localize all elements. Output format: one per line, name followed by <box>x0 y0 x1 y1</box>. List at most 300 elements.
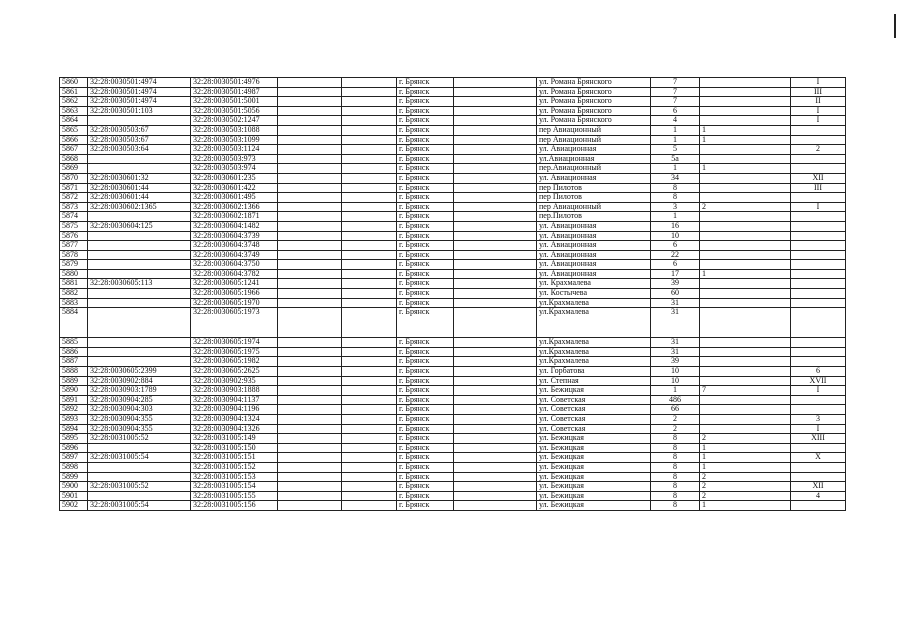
city-cell: г. Брянск <box>397 386 454 396</box>
empty-cell <box>454 87 537 97</box>
house-number-cell: 34 <box>651 173 700 183</box>
room-cell: XIII <box>791 434 846 444</box>
apartment-cell: 1 <box>700 453 791 463</box>
street-cell: ул. Романа Брянского <box>537 87 651 97</box>
table-row <box>60 231 846 241</box>
city-cell: г. Брянск <box>397 173 454 183</box>
table-row <box>60 173 846 183</box>
empty-cell <box>278 250 342 260</box>
city-cell: г. Брянск <box>397 78 454 88</box>
city-cell: г. Брянск <box>397 462 454 472</box>
table-row <box>60 424 846 434</box>
parent-cadastral-cell: 32:28:0030601:44 <box>88 193 191 203</box>
parent-cadastral-cell <box>88 231 191 241</box>
cadastral-number-cell: 32:28:0030601:422 <box>191 183 278 193</box>
empty-cell <box>454 347 537 357</box>
empty-cell <box>278 125 342 135</box>
room-cell: I <box>791 424 846 434</box>
city-cell: г. Брянск <box>397 289 454 299</box>
parent-cadastral-cell: 32:28:0031005:52 <box>88 434 191 444</box>
parent-cadastral-cell <box>88 154 191 164</box>
row-number-cell: 5882 <box>60 289 88 299</box>
empty-cell <box>278 395 342 405</box>
table-row <box>60 221 846 231</box>
table-row <box>60 415 846 425</box>
street-cell: пер Авиационный <box>537 202 651 212</box>
apartment-cell <box>700 106 791 116</box>
city-cell: г. Брянск <box>397 97 454 107</box>
empty-cell <box>342 87 397 97</box>
empty-cell <box>454 241 537 251</box>
cadastral-number-cell: 32:28:0030605:1975 <box>191 347 278 357</box>
house-number-cell: 5 <box>651 145 700 155</box>
cadastral-number-cell: 32:28:0030902:935 <box>191 376 278 386</box>
empty-cell <box>342 269 397 279</box>
house-number-cell: 60 <box>651 289 700 299</box>
table-row <box>60 87 846 97</box>
street-cell: ул. Авиационная <box>537 269 651 279</box>
row-number-cell: 5876 <box>60 231 88 241</box>
apartment-cell: 1 <box>700 164 791 174</box>
table-row <box>60 250 846 260</box>
street-cell: ул. Бежицкая <box>537 453 651 463</box>
cadastral-number-cell: 32:28:0031005:152 <box>191 462 278 472</box>
street-cell: ул. Горбатова <box>537 367 651 377</box>
table-row <box>60 164 846 174</box>
parent-cadastral-cell: 32:28:0030601:44 <box>88 183 191 193</box>
street-cell: ул. Советская <box>537 415 651 425</box>
apartment-cell <box>700 347 791 357</box>
empty-cell <box>454 395 537 405</box>
room-cell <box>791 462 846 472</box>
room-cell: III <box>791 183 846 193</box>
empty-cell <box>278 269 342 279</box>
street-cell: ул. Авиационная <box>537 173 651 183</box>
empty-cell <box>342 78 397 88</box>
house-number-cell: 2 <box>651 415 700 425</box>
empty-cell <box>278 231 342 241</box>
empty-cell <box>454 462 537 472</box>
empty-cell <box>342 308 397 338</box>
empty-cell <box>342 241 397 251</box>
street-cell: ул. Авиационная <box>537 221 651 231</box>
street-cell: пер Пилотов <box>537 183 651 193</box>
row-number-cell: 5895 <box>60 434 88 444</box>
city-cell: г. Брянск <box>397 231 454 241</box>
house-number-cell: 8 <box>651 453 700 463</box>
cadastral-number-cell: 32:28:0030903:1888 <box>191 386 278 396</box>
empty-cell <box>278 298 342 308</box>
house-number-cell: 8 <box>651 491 700 501</box>
parent-cadastral-cell <box>88 164 191 174</box>
parent-cadastral-cell: 32:28:0030904:285 <box>88 395 191 405</box>
street-cell: ул. Авиационная <box>537 241 651 251</box>
apartment-cell <box>700 415 791 425</box>
apartment-cell: 2 <box>700 482 791 492</box>
house-number-cell: 8 <box>651 434 700 444</box>
room-cell <box>791 298 846 308</box>
empty-cell <box>454 491 537 501</box>
empty-cell <box>454 212 537 222</box>
empty-cell <box>342 260 397 270</box>
parent-cadastral-cell <box>88 298 191 308</box>
room-cell <box>791 193 846 203</box>
table-row <box>60 145 846 155</box>
row-number-cell: 5880 <box>60 269 88 279</box>
city-cell: г. Брянск <box>397 405 454 415</box>
street-cell: пер.Пилотов <box>537 212 651 222</box>
empty-cell <box>454 145 537 155</box>
house-number-cell: 10 <box>651 231 700 241</box>
house-number-cell: 31 <box>651 308 700 338</box>
empty-cell <box>454 424 537 434</box>
street-cell: ул. Степная <box>537 376 651 386</box>
house-number-cell: 10 <box>651 376 700 386</box>
apartment-cell <box>700 212 791 222</box>
row-number-cell: 5899 <box>60 472 88 482</box>
house-number-cell: 22 <box>651 250 700 260</box>
apartment-cell: 2 <box>700 472 791 482</box>
cadastral-number-cell: 32:28:0030503:1124 <box>191 145 278 155</box>
parent-cadastral-cell <box>88 289 191 299</box>
room-cell <box>791 279 846 289</box>
cadastral-number-cell: 32:28:0030904:1196 <box>191 405 278 415</box>
city-cell: г. Брянск <box>397 135 454 145</box>
city-cell: г. Брянск <box>397 298 454 308</box>
room-cell <box>791 135 846 145</box>
row-number-cell: 5865 <box>60 125 88 135</box>
empty-cell <box>278 357 342 367</box>
cadastral-table <box>59 77 846 511</box>
empty-cell <box>342 443 397 453</box>
empty-cell <box>454 357 537 367</box>
room-cell: 4 <box>791 491 846 501</box>
empty-cell <box>278 202 342 212</box>
apartment-cell: 1 <box>700 135 791 145</box>
street-cell: ул. Бежицкая <box>537 462 651 472</box>
room-cell <box>791 154 846 164</box>
empty-cell <box>454 308 537 338</box>
empty-cell <box>454 193 537 203</box>
table-row <box>60 491 846 501</box>
apartment-cell <box>700 78 791 88</box>
table-row <box>60 212 846 222</box>
table-row <box>60 501 846 511</box>
empty-cell <box>342 164 397 174</box>
row-number-cell: 5870 <box>60 173 88 183</box>
house-number-cell: 7 <box>651 87 700 97</box>
empty-cell <box>454 250 537 260</box>
empty-cell <box>278 347 342 357</box>
empty-cell <box>342 472 397 482</box>
parent-cadastral-cell: 32:28:0030503:67 <box>88 135 191 145</box>
street-cell: ул. Советская <box>537 405 651 415</box>
city-cell: г. Брянск <box>397 501 454 511</box>
room-cell <box>791 357 846 367</box>
apartment-cell <box>700 145 791 155</box>
table-row <box>60 347 846 357</box>
table-row <box>60 154 846 164</box>
street-cell: пер Пилотов <box>537 193 651 203</box>
street-cell: ул. Авиационная <box>537 260 651 270</box>
empty-cell <box>454 106 537 116</box>
table-row <box>60 395 846 405</box>
parent-cadastral-cell <box>88 260 191 270</box>
apartment-cell <box>700 376 791 386</box>
city-cell: г. Брянск <box>397 241 454 251</box>
row-number-cell: 5863 <box>60 106 88 116</box>
room-cell: I <box>791 386 846 396</box>
house-number-cell: 39 <box>651 357 700 367</box>
parent-cadastral-cell: 32:28:0030601:32 <box>88 173 191 183</box>
house-number-cell: 8 <box>651 472 700 482</box>
cadastral-number-cell: 32:28:0031005:151 <box>191 453 278 463</box>
empty-cell <box>278 472 342 482</box>
table-row <box>60 462 846 472</box>
page-edge-mark <box>894 14 896 38</box>
house-number-cell: 31 <box>651 338 700 348</box>
empty-cell <box>278 462 342 472</box>
apartment-cell <box>700 279 791 289</box>
empty-cell <box>454 405 537 415</box>
table-row <box>60 78 846 88</box>
city-cell: г. Брянск <box>397 250 454 260</box>
cadastral-number-cell: 32:28:0030601:235 <box>191 173 278 183</box>
room-cell <box>791 212 846 222</box>
street-cell: ул. Бежицкая <box>537 472 651 482</box>
street-cell: пер.Авиационный <box>537 164 651 174</box>
empty-cell <box>342 279 397 289</box>
table-row <box>60 298 846 308</box>
empty-cell <box>278 279 342 289</box>
house-number-cell: 10 <box>651 367 700 377</box>
parent-cadastral-cell <box>88 116 191 126</box>
parent-cadastral-cell <box>88 357 191 367</box>
city-cell: г. Брянск <box>397 395 454 405</box>
cadastral-number-cell: 32:28:0031005:154 <box>191 482 278 492</box>
house-number-cell: 6 <box>651 106 700 116</box>
street-cell: ул.Крахмалева <box>537 347 651 357</box>
cadastral-number-cell: 32:28:0030904:1137 <box>191 395 278 405</box>
parent-cadastral-cell <box>88 212 191 222</box>
parent-cadastral-cell: 32:28:0030501:4974 <box>88 78 191 88</box>
empty-cell <box>342 183 397 193</box>
cadastral-number-cell: 32:28:0030501:5056 <box>191 106 278 116</box>
city-cell: г. Брянск <box>397 145 454 155</box>
row-number-cell: 5874 <box>60 212 88 222</box>
house-number-cell: 4 <box>651 116 700 126</box>
table-row <box>60 367 846 377</box>
table-row <box>60 308 846 338</box>
empty-cell <box>342 97 397 107</box>
apartment-cell <box>700 338 791 348</box>
empty-cell <box>278 154 342 164</box>
street-cell: ул. Романа Брянского <box>537 97 651 107</box>
street-cell: ул. Бежицкая <box>537 386 651 396</box>
cadastral-number-cell: 32:28:0030604:3750 <box>191 260 278 270</box>
apartment-cell <box>700 357 791 367</box>
city-cell: г. Брянск <box>397 154 454 164</box>
street-cell: ул. Советская <box>537 424 651 434</box>
house-number-cell: 1 <box>651 164 700 174</box>
table-row <box>60 443 846 453</box>
room-cell: X <box>791 453 846 463</box>
room-cell: I <box>791 202 846 212</box>
empty-cell <box>278 501 342 511</box>
house-number-cell: 6 <box>651 241 700 251</box>
apartment-cell <box>700 250 791 260</box>
house-number-cell: 8 <box>651 462 700 472</box>
city-cell: г. Брянск <box>397 279 454 289</box>
empty-cell <box>278 376 342 386</box>
empty-cell <box>454 415 537 425</box>
row-number-cell: 5860 <box>60 78 88 88</box>
empty-cell <box>278 87 342 97</box>
city-cell: г. Брянск <box>397 164 454 174</box>
empty-cell <box>342 298 397 308</box>
table-row <box>60 338 846 348</box>
room-cell <box>791 443 846 453</box>
parent-cadastral-cell: 32:28:0031005:54 <box>88 453 191 463</box>
table-row <box>60 472 846 482</box>
apartment-cell: 2 <box>700 491 791 501</box>
apartment-cell <box>700 221 791 231</box>
row-number-cell: 5888 <box>60 367 88 377</box>
table-body <box>60 78 846 511</box>
cadastral-number-cell: 32:28:0031005:155 <box>191 491 278 501</box>
house-number-cell: 17 <box>651 269 700 279</box>
house-number-cell: 31 <box>651 347 700 357</box>
empty-cell <box>342 125 397 135</box>
table-row <box>60 97 846 107</box>
parent-cadastral-cell: 32:28:0030605:113 <box>88 279 191 289</box>
empty-cell <box>454 164 537 174</box>
city-cell: г. Брянск <box>397 434 454 444</box>
parent-cadastral-cell: 32:28:0030604:125 <box>88 221 191 231</box>
empty-cell <box>454 269 537 279</box>
street-cell: ул.Крахмалева <box>537 298 651 308</box>
cadastral-number-cell: 32:28:0030602:1366 <box>191 202 278 212</box>
parent-cadastral-cell <box>88 462 191 472</box>
table-row <box>60 386 846 396</box>
empty-cell <box>342 395 397 405</box>
apartment-cell: 1 <box>700 443 791 453</box>
house-number-cell: 8 <box>651 482 700 492</box>
row-number-cell: 5875 <box>60 221 88 231</box>
cadastral-number-cell: 32:28:0030605:1241 <box>191 279 278 289</box>
cadastral-number-cell: 32:28:0031005:156 <box>191 501 278 511</box>
house-number-cell: 6 <box>651 260 700 270</box>
parent-cadastral-cell <box>88 491 191 501</box>
empty-cell <box>342 491 397 501</box>
room-cell: II <box>791 97 846 107</box>
city-cell: г. Брянск <box>397 482 454 492</box>
house-number-cell: 8 <box>651 193 700 203</box>
empty-cell <box>454 125 537 135</box>
empty-cell <box>278 78 342 88</box>
house-number-cell: 39 <box>651 279 700 289</box>
empty-cell <box>278 386 342 396</box>
empty-cell <box>454 279 537 289</box>
room-cell <box>791 405 846 415</box>
parent-cadastral-cell: 32:28:0030503:67 <box>88 125 191 135</box>
table-row <box>60 376 846 386</box>
row-number-cell: 5862 <box>60 97 88 107</box>
city-cell: г. Брянск <box>397 260 454 270</box>
table-row <box>60 279 846 289</box>
table-row <box>60 434 846 444</box>
empty-cell <box>278 221 342 231</box>
cadastral-number-cell: 32:28:0030605:1973 <box>191 308 278 338</box>
row-number-cell: 5894 <box>60 424 88 434</box>
city-cell: г. Брянск <box>397 347 454 357</box>
city-cell: г. Брянск <box>397 116 454 126</box>
cadastral-number-cell: 32:28:0030503:974 <box>191 164 278 174</box>
table-row <box>60 241 846 251</box>
row-number-cell: 5868 <box>60 154 88 164</box>
house-number-cell: 8 <box>651 443 700 453</box>
empty-cell <box>278 145 342 155</box>
parent-cadastral-cell <box>88 241 191 251</box>
city-cell: г. Брянск <box>397 367 454 377</box>
table-row <box>60 135 846 145</box>
room-cell <box>791 289 846 299</box>
cadastral-number-cell: 32:28:0030503:1088 <box>191 125 278 135</box>
empty-cell <box>278 106 342 116</box>
cadastral-number-cell: 32:28:0030501:5001 <box>191 97 278 107</box>
street-cell: ул. Романа Брянского <box>537 116 651 126</box>
room-cell: III <box>791 87 846 97</box>
room-cell: XII <box>791 482 846 492</box>
empty-cell <box>278 338 342 348</box>
empty-cell <box>342 347 397 357</box>
empty-cell <box>342 357 397 367</box>
parent-cadastral-cell: 32:28:0030503:64 <box>88 145 191 155</box>
apartment-cell: 7 <box>700 386 791 396</box>
cadastral-number-cell: 32:28:0030605:1970 <box>191 298 278 308</box>
row-number-cell: 5883 <box>60 298 88 308</box>
empty-cell <box>342 434 397 444</box>
parent-cadastral-cell <box>88 250 191 260</box>
street-cell: пер Авиационный <box>537 125 651 135</box>
apartment-cell: 1 <box>700 125 791 135</box>
empty-cell <box>454 501 537 511</box>
empty-cell <box>278 173 342 183</box>
row-number-cell: 5871 <box>60 183 88 193</box>
row-number-cell: 5898 <box>60 462 88 472</box>
room-cell: 3 <box>791 415 846 425</box>
parent-cadastral-cell <box>88 443 191 453</box>
street-cell: ул.Крахмалева <box>537 338 651 348</box>
row-number-cell: 5896 <box>60 443 88 453</box>
empty-cell <box>454 173 537 183</box>
empty-cell <box>454 434 537 444</box>
apartment-cell <box>700 289 791 299</box>
city-cell: г. Брянск <box>397 357 454 367</box>
parent-cadastral-cell: 32:28:0030904:355 <box>88 424 191 434</box>
row-number-cell: 5902 <box>60 501 88 511</box>
row-number-cell: 5869 <box>60 164 88 174</box>
room-cell: XVII <box>791 376 846 386</box>
empty-cell <box>454 135 537 145</box>
cadastral-number-cell: 32:28:0030602:1871 <box>191 212 278 222</box>
empty-cell <box>454 298 537 308</box>
empty-cell <box>278 260 342 270</box>
house-number-cell: 1 <box>651 135 700 145</box>
row-number-cell: 5897 <box>60 453 88 463</box>
cadastral-number-cell: 32:28:0030503:973 <box>191 154 278 164</box>
row-number-cell: 5891 <box>60 395 88 405</box>
